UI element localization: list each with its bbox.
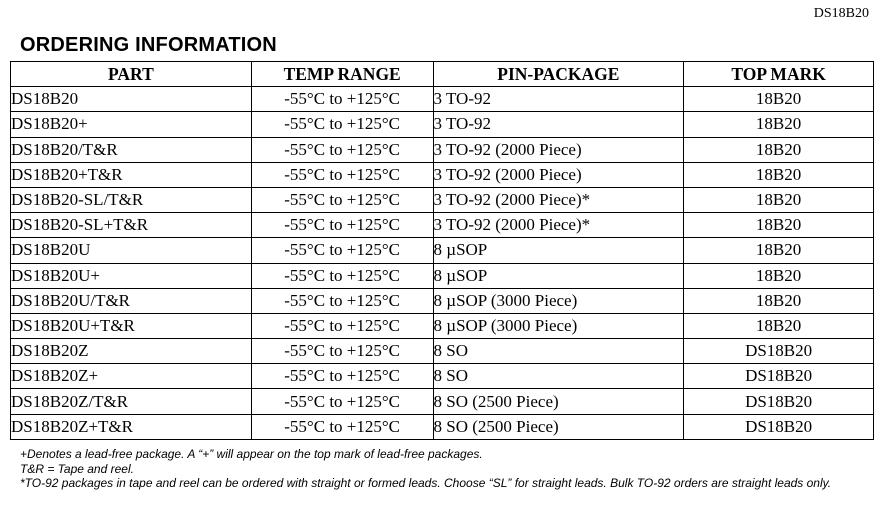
pin-package-cell: 8 SO (2500 Piece) (433, 389, 684, 414)
footnote-to92-leads: *TO-92 packages in tape and reel can be ordered with straight or formed leads. Choose “SL” for straight leads. Bulk TO-92 orders are straight leads only. (20, 476, 832, 490)
pin-package-cell: 8 SO (2500 Piece) (433, 414, 684, 439)
top-mark-cell: 18B20 (684, 137, 874, 162)
column-header-part: PART (11, 62, 252, 87)
part-number-cell: DS18B20-SL/T&R (11, 187, 252, 212)
top-mark-cell: DS18B20 (684, 414, 874, 439)
footnotes (20, 447, 876, 491)
temp-range-cell: -55°C to +125°C (251, 364, 433, 389)
pin-package-cell: 3 TO-92 (433, 112, 684, 137)
column-header-pin-package: PIN-PACKAGE (433, 62, 684, 87)
table-body (11, 87, 874, 440)
pin-package-cell: 3 TO-92 (2000 Piece) (433, 162, 684, 187)
temp-range-cell: -55°C to +125°C (251, 238, 433, 263)
table-row (11, 414, 874, 439)
column-header-temp-range: TEMP RANGE (251, 62, 433, 87)
table-row (11, 364, 874, 389)
temp-range-cell: -55°C to +125°C (251, 288, 433, 313)
footnote-lead-free: +Denotes a lead-free package. A “+” will appear on the top mark of lead-free packages. (20, 447, 483, 461)
footnote-tape-reel: T&R = Tape and reel. (20, 461, 134, 476)
top-mark-cell: DS18B20 (684, 364, 874, 389)
table-row (11, 162, 874, 187)
pin-package-cell: 8 SO (433, 364, 684, 389)
temp-range-cell: -55°C to +125°C (251, 187, 433, 212)
pin-package-cell: 8 µSOP (3000 Piece) (433, 313, 684, 338)
part-number-cell: DS18B20Z+ (11, 364, 252, 389)
top-mark-cell: 18B20 (684, 187, 874, 212)
part-number-cell: DS18B20Z+T&R (11, 414, 252, 439)
table-row (11, 137, 874, 162)
temp-range-cell: -55°C to +125°C (251, 87, 433, 112)
pin-package-cell: 8 µSOP (3000 Piece) (433, 288, 684, 313)
top-mark-cell: DS18B20 (684, 339, 874, 364)
part-number-cell: DS18B20U+ (11, 263, 252, 288)
pin-package-cell: 3 TO-92 (2000 Piece)* (433, 187, 684, 212)
part-number-cell: DS18B20-SL+T&R (11, 213, 252, 238)
pin-package-cell: 8 µSOP (433, 263, 684, 288)
table-row (11, 112, 874, 137)
table-row (11, 339, 874, 364)
table-row (11, 389, 874, 414)
temp-range-cell: -55°C to +125°C (251, 112, 433, 137)
part-number-cell: DS18B20/T&R (11, 137, 252, 162)
ordering-table (10, 61, 874, 440)
part-number-cell: DS18B20Z (11, 339, 252, 364)
top-mark-cell: 18B20 (684, 162, 874, 187)
part-number-cell: DS18B20+T&R (11, 162, 252, 187)
table-row (11, 313, 874, 338)
part-number-cell: DS18B20Z/T&R (11, 389, 252, 414)
part-number-cell: DS18B20U+T&R (11, 313, 252, 338)
top-mark-cell: 18B20 (684, 313, 874, 338)
pin-package-cell: 8 SO (433, 339, 684, 364)
table-row (11, 87, 874, 112)
section-title: ORDERING INFORMATION (20, 34, 277, 56)
temp-range-cell: -55°C to +125°C (251, 263, 433, 288)
temp-range-cell: -55°C to +125°C (251, 213, 433, 238)
temp-range-cell: -55°C to +125°C (251, 389, 433, 414)
part-number-cell: DS18B20U/T&R (11, 288, 252, 313)
top-mark-cell: DS18B20 (684, 389, 874, 414)
table-row (11, 238, 874, 263)
temp-range-cell: -55°C to +125°C (251, 414, 433, 439)
top-mark-cell: 18B20 (684, 288, 874, 313)
table-row (11, 288, 874, 313)
temp-range-cell: -55°C to +125°C (251, 313, 433, 338)
pin-package-cell: 3 TO-92 (2000 Piece)* (433, 213, 684, 238)
pin-package-cell: 3 TO-92 (433, 87, 684, 112)
top-mark-cell: 18B20 (684, 238, 874, 263)
part-number-cell: DS18B20+ (11, 112, 252, 137)
temp-range-cell: -55°C to +125°C (251, 137, 433, 162)
pin-package-cell: 3 TO-92 (2000 Piece) (433, 137, 684, 162)
pin-package-cell: 8 µSOP (433, 238, 684, 263)
table-header-row (11, 62, 874, 87)
table-row (11, 187, 874, 212)
table-row (11, 213, 874, 238)
temp-range-cell: -55°C to +125°C (251, 339, 433, 364)
top-mark-cell: 18B20 (684, 112, 874, 137)
column-header-top-mark: TOP MARK (684, 62, 874, 87)
top-mark-cell: 18B20 (684, 87, 874, 112)
temp-range-cell: -55°C to +125°C (251, 162, 433, 187)
part-number-cell: DS18B20 (11, 87, 252, 112)
top-mark-cell: 18B20 (684, 213, 874, 238)
part-number-cell: DS18B20U (11, 238, 252, 263)
top-mark-cell: 18B20 (684, 263, 874, 288)
table-row (11, 263, 874, 288)
document-id: DS18B20 (813, 6, 869, 21)
